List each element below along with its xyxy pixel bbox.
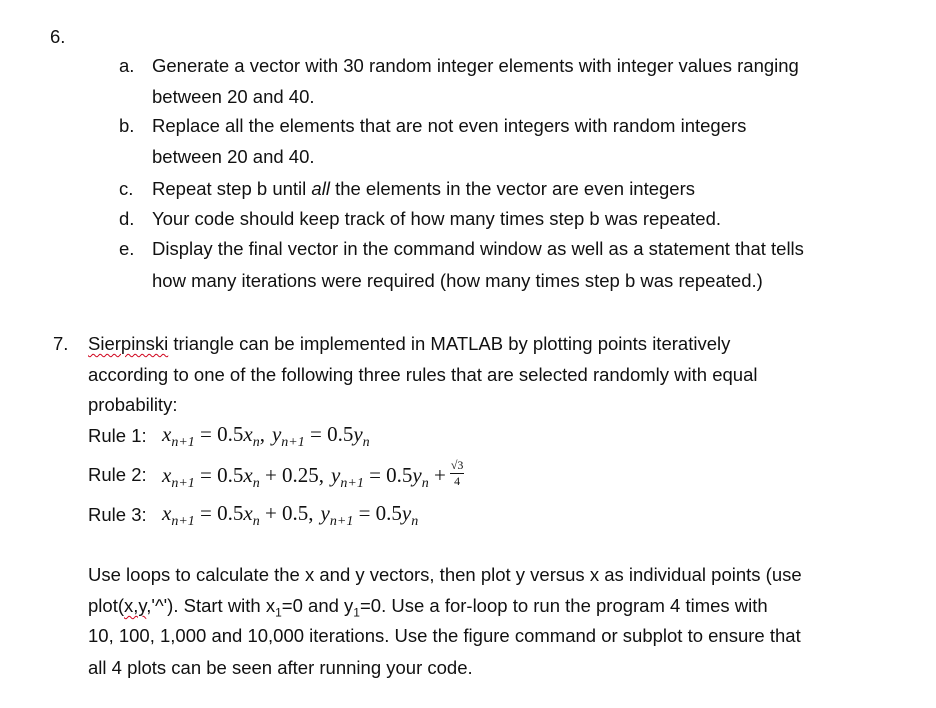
item-a-letter: a. (119, 55, 135, 76)
rule-2-label: Rule 2: (88, 464, 147, 485)
q7-intro-line-1 (88, 335, 730, 354)
item-b-line-1: Replace all the elements that are not even integers with random integers (152, 115, 747, 136)
item-c-emphasis: all (311, 178, 330, 199)
item-a-line-2: between 20 and 40. (152, 86, 315, 107)
item-e-letter: e. (119, 238, 135, 259)
q7-body-line-4: all 4 plots can be seen after running your code. (88, 657, 473, 678)
rule-1-equation: $x_{n+1} = 0.5x_n$, $y_{n+1} = 0.5y_n$ (162, 422, 370, 450)
item-c-line-1 (152, 180, 695, 199)
item-a-line-1: Generate a vector with 30 random integer elements with integer values ranging (152, 55, 799, 76)
q7-intro-line-1-rest: triangle can be implemented in MATLAB by plotting points iteratively (168, 333, 731, 354)
rule-3-equation: $x_{n+1} = 0.5x_n + 0.5$, $y_{n+1} = 0.5y_n$ (162, 501, 419, 529)
q7-body-line-2: plot(x,y,'^'). Start with $x_1=0$ and $y_1=0$. Use a for-loop to run the program 4 times with (88, 595, 768, 620)
item-d-letter: d. (119, 208, 135, 229)
item-c-letter: c. (119, 178, 134, 199)
item-e-line-2: how many iterations were required (how many times step b was repeated.) (152, 270, 763, 291)
sierpinski-word: Sierpinski (88, 333, 169, 354)
sqrt3-over-4-fraction: $\frac{√3}{4}$ (450, 458, 464, 488)
q7-intro-line-2: according to one of the following three rules that are selected randomly with equal (88, 364, 758, 385)
q7-body-line-3: 10, 100, 1,000 and 10,000 iterations. Use the figure command or subplot to ensure that (88, 625, 801, 646)
question-6-number: 6. (50, 26, 66, 47)
question-7-number: 7. (53, 333, 69, 354)
item-c-text-pre: Repeat step b until (152, 178, 312, 199)
item-d-line-1: Your code should keep track of how many times step b was repeated. (152, 208, 722, 229)
plot-args-code: x,y (124, 595, 147, 616)
rule-1-label: Rule 1: (88, 425, 147, 446)
item-e-line-1: Display the final vector in the command window as well as a statement that tells (152, 238, 804, 259)
rule-3-label: Rule 3: (88, 504, 147, 525)
item-b-line-2: between 20 and 40. (152, 146, 315, 167)
q7-intro-line-3: probability: (88, 394, 178, 415)
q7-body-line-1: Use loops to calculate the x and y vectors, then plot y versus x as individual points (use (88, 564, 802, 585)
rule-2-equation: $x_{n+1} = 0.5x_n + 0.25$, $y_{n+1} = 0.5y_n$ + $\frac{√3}{4}$ (162, 458, 464, 491)
item-b-letter: b. (119, 115, 135, 136)
item-c-text-post: the elements in the vector are even integers (329, 178, 696, 199)
